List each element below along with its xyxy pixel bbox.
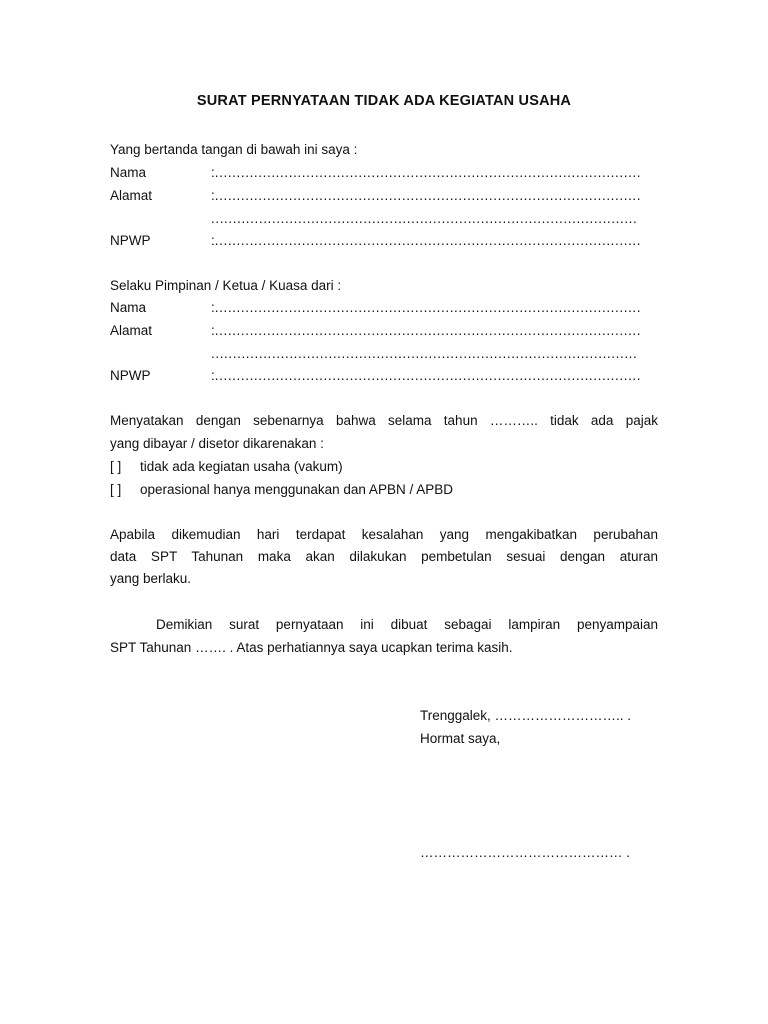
- field-colon: :: [211, 300, 215, 315]
- option-apbn-apbd: [110, 481, 658, 499]
- blank-fill-line: ..................................................................................................: [214, 188, 642, 203]
- closing-line-1-text: Demikian surat pernyataan ini dibuat sebagai lampiran penyampaian: [156, 617, 658, 632]
- correction-line-3: yang berlaku.: [110, 571, 192, 586]
- blank-fill-line: ..................................................................................................: [214, 233, 642, 248]
- closing-line-1: [110, 616, 658, 634]
- blank-fill-line: ..................................................................................................: [214, 300, 642, 315]
- field-label: NPWP: [110, 233, 151, 248]
- signature-name-line: ……………………………………… .: [420, 845, 631, 860]
- signer-name-row: [110, 164, 658, 182]
- field-label: Nama: [110, 165, 147, 180]
- field-label: Nama: [110, 300, 147, 315]
- checkbox-bracket[interactable]: [ ]: [110, 482, 122, 497]
- blank-fill-line: ..................................................................................................: [211, 211, 638, 226]
- statement-line-2: yang dibayar / disetor dikarenakan :: [110, 436, 324, 451]
- field-colon: :: [211, 165, 215, 180]
- organization-intro: Selaku Pimpinan / Ketua / Kuasa dari :: [110, 278, 342, 293]
- blank-fill-line: ..................................................................................................: [214, 368, 642, 383]
- letter-title: SURAT PERNYATAAN TIDAK ADA KEGIATAN USAHA: [196, 93, 572, 109]
- org-address-continuation-row: [110, 345, 658, 363]
- field-colon: :: [211, 323, 215, 338]
- option-no-activity: [110, 458, 658, 476]
- signer-address-row: [110, 187, 658, 205]
- field-label: Alamat: [110, 323, 153, 338]
- blank-fill-line: ..................................................................................................: [211, 346, 638, 361]
- signer-intro: Yang bertanda tangan di bawah ini saya :: [110, 142, 358, 157]
- org-name-row: [110, 299, 658, 317]
- org-npwp-row: [110, 367, 658, 385]
- regards-line: Hormat saya,: [420, 731, 501, 746]
- closing-line-2: SPT Tahunan ……. . Atas perhatiannya saya ucapkan terima kasih.: [110, 640, 513, 655]
- checkbox-bracket[interactable]: [ ]: [110, 459, 122, 474]
- correction-line-1: Apabila dikemudian hari terdapat kesalahan yang mengakibatkan perubahan: [110, 527, 658, 542]
- option-text: operasional hanya menggunakan dan APBN / APBD: [140, 482, 453, 497]
- statement-line-1: Menyatakan dengan sebenarnya bahwa selama tahun ……….. tidak ada pajak: [110, 413, 658, 428]
- blank-fill-line: ..................................................................................................: [214, 323, 642, 338]
- field-colon: :: [211, 368, 215, 383]
- correction-line-2: data SPT Tahunan maka akan dilakukan pembetulan sesuai dengan aturan: [110, 549, 658, 564]
- org-address-row: [110, 322, 658, 340]
- place-date-line: Trenggalek, ……………………….. .: [420, 708, 632, 723]
- signer-npwp-row: [110, 232, 658, 250]
- option-text: tidak ada kegiatan usaha (vakum): [140, 459, 343, 474]
- blank-fill-line: ..................................................................................................: [214, 165, 642, 180]
- field-colon: :: [211, 188, 215, 203]
- signer-address-continuation-row: [110, 210, 658, 228]
- field-colon: :: [211, 233, 215, 248]
- field-label: Alamat: [110, 188, 153, 203]
- field-label: NPWP: [110, 368, 151, 383]
